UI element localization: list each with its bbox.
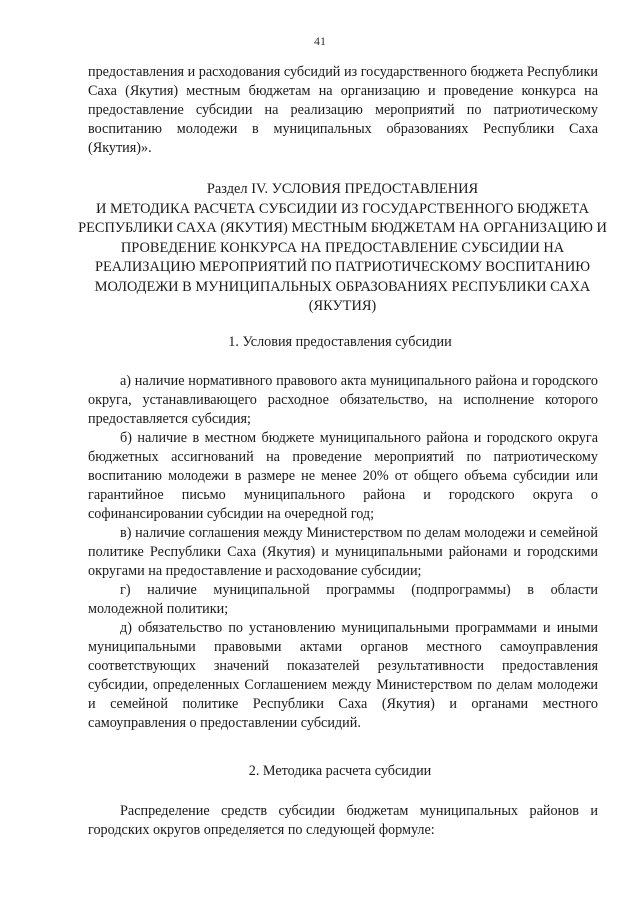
subsection1-heading: 1. Условия предоставления субсидии: [228, 334, 452, 350]
section-title: [70, 180, 615, 317]
intro-paragraph: предоставления и расходования субсидий из государственного бюджета Республики Саха (Якутия) местным бюджетам на организацию и проведение конкурса на предоставление субсидии на реализацию мероприятий по патриотическому воспитанию молодежи в муниципальных образованиях Республики Саха (Якутия)».: [88, 64, 598, 156]
section-title-line1: Раздел IV. УСЛОВИЯ ПРЕДОСТАВЛЕНИЯ: [206, 181, 479, 197]
section-title-rest: И МЕТОДИКА РАСЧЕТА СУБСИДИИ ИЗ ГОСУДАРСТВЕННОГО БЮДЖЕТА РЕСПУБЛИКИ САХА (ЯКУТИЯ) МЕСТНЫМ БЮДЖЕТАМ НА ОРГАНИЗАЦИЮ И ПРОВЕДЕНИЕ КОНКУРСА НА ПРЕДОСТАВЛЕНИЕ СУБСИДИИ НА РЕАЛИЗАЦИЮ МЕРОПРИЯТИЙ ПО ПАТРИОТИЧЕСКОМУ ВОСПИТАНИЮ МОЛОДЕЖИ В МУНИЦИПАЛЬНЫХ ОБРАЗОВАНИЯХ РЕСПУБЛИКИ САХА (ЯКУТИЯ): [78, 200, 607, 314]
condition-item-c: в) наличие соглашения между Министерством по делам молодежи и семейной политике Республики Саха (Якутия) и муниципальными районами и городскими округами на предоставление и расходование субсидии;: [88, 525, 598, 579]
condition-item-a: а) наличие нормативного правового акта муниципального района и городского округа, устанавливающего расходное обязательство, на исполнение которого предоставляется субсидия;: [88, 373, 598, 427]
method-section: [88, 802, 598, 840]
condition-item-d: г) наличие муниципальной программы (подпрограммы) в области молодежной политики;: [88, 582, 598, 617]
condition-item-e: д) обязательство по установлению муниципальными программами и иными муниципальными правовыми актами органов местного самоуправления соответствующих значений показателей результативности предоставления субсидии, определенных Соглашением между Министерством по делам молодежи и семейной политике Республики Саха (Якутия) и органами местного самоуправления о предоставлении субсидий.: [88, 620, 598, 731]
conditions-list: [88, 372, 598, 733]
subsection2-heading: 2. Методика расчета субсидии: [248, 763, 432, 779]
page-number: 41: [314, 34, 326, 48]
condition-item-b: б) наличие в местном бюджете муниципального района и городского округа бюджетных ассигнований на проведение мероприятий по патриотическому воспитанию молодежи в размере не менее 20% от общего объема субсидии или гарантийное письмо муниципального района и городского округа о софинансировании субсидии на очередной год;: [88, 430, 598, 522]
method-paragraph: Распределение средств субсидии бюджетам муниципальных районов и городских округов определяется по следующей формуле:: [88, 803, 598, 838]
